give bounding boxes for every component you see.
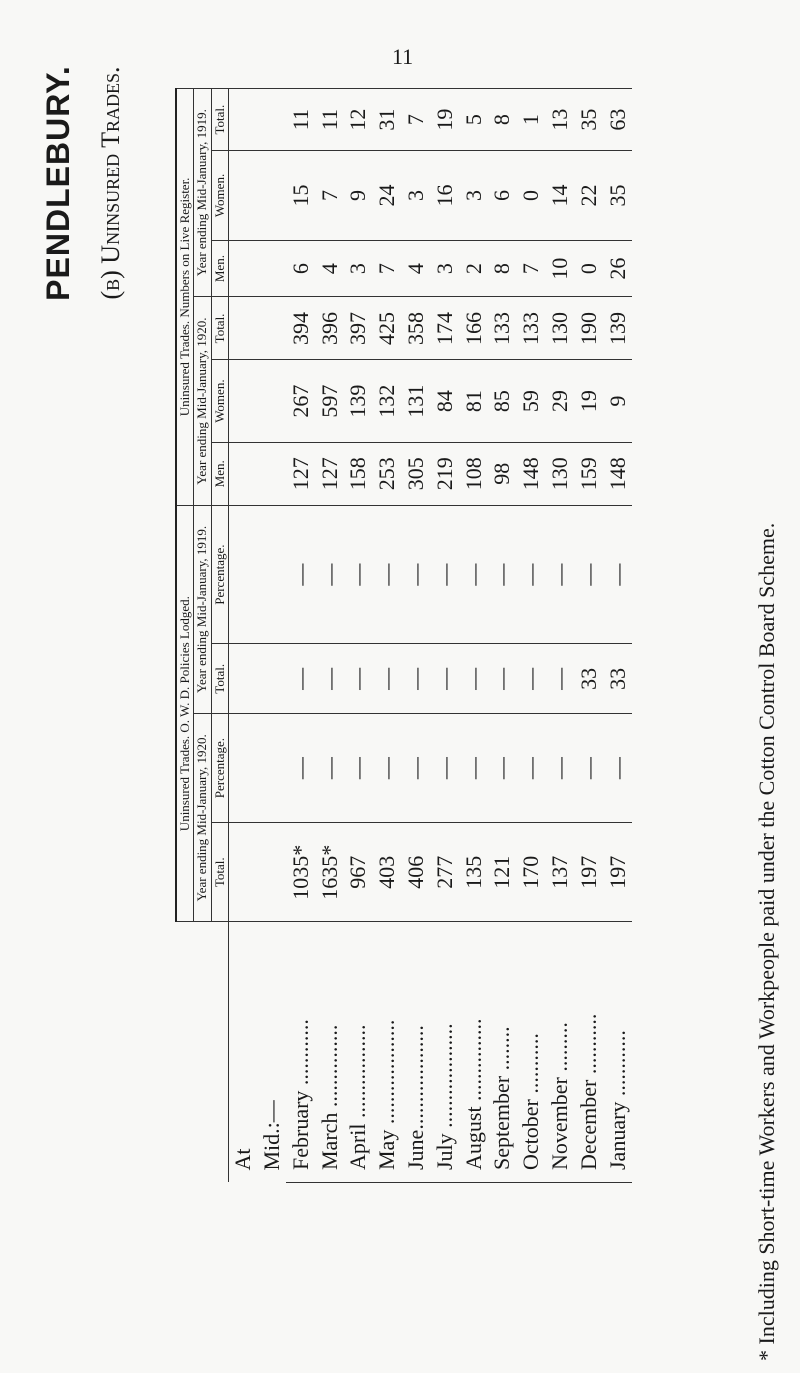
cell-p19-pct: —	[488, 505, 517, 644]
cell-p20-pct: —	[430, 714, 459, 823]
table-row	[546, 89, 575, 1183]
table-row	[228, 89, 257, 1183]
table-row	[459, 89, 488, 1183]
cell-r20-men: 158	[344, 442, 373, 505]
cell-p19-total: —	[315, 644, 344, 714]
col-header-total: Total.	[211, 823, 228, 922]
cell-p20-total: 403	[373, 823, 402, 922]
cell-r20-women: 9	[603, 360, 632, 442]
cell-p19-total: —	[546, 644, 575, 714]
cell-p19-pct: —	[546, 505, 575, 644]
cell-r19-total: 35	[574, 89, 603, 151]
cell-r19-men: 6	[286, 240, 315, 297]
cell-p19-pct: —	[430, 505, 459, 644]
cell-p20-pct: —	[286, 714, 315, 823]
cell-r20-women: 84	[430, 360, 459, 442]
month-label: August ...............	[459, 922, 488, 1183]
cell-p19-total: —	[488, 644, 517, 714]
cell-p19-pct: —	[574, 505, 603, 644]
cell-p19-total: —	[286, 644, 315, 714]
cell-r19-men: 26	[603, 240, 632, 297]
section-subheading: (b) Uninsured Trades.	[96, 66, 125, 300]
cell-p20-pct: —	[315, 714, 344, 823]
month-label: December ...........	[574, 922, 603, 1183]
subgroup-policies-1920: Year ending Mid-January, 1920.	[194, 714, 211, 922]
cell-p20-total: 1035*	[286, 823, 315, 922]
cell-p19-total: 33	[574, 644, 603, 714]
cell-r19-total: 11	[286, 89, 315, 151]
group-header-policies: Uninsured Trades. O. W. D. Policies Lodged.	[176, 505, 194, 922]
cell-r19-men: 10	[546, 240, 575, 297]
cell-r20-men: 219	[430, 442, 459, 505]
month-label: January ............	[603, 922, 632, 1183]
table-row	[603, 89, 632, 1183]
row-label-header	[176, 922, 228, 1183]
cell-r20-men: 98	[488, 442, 517, 505]
cell-r20-total: 133	[517, 297, 546, 360]
cell-r19-women: 22	[574, 151, 603, 241]
cell-r20-women: 85	[488, 360, 517, 442]
cell-r20-women: 81	[459, 360, 488, 442]
cell-r19-total: 63	[603, 89, 632, 151]
cell-r20-women: 19	[574, 360, 603, 442]
cell-p19-pct: —	[517, 505, 546, 644]
cell-r20-men: 148	[603, 442, 632, 505]
cell-r19-women: 9	[344, 151, 373, 241]
table-row	[373, 89, 402, 1183]
cell-p19-total: —	[430, 644, 459, 714]
table-body	[228, 89, 632, 1183]
cell-r20-men: 127	[315, 442, 344, 505]
month-label: February ............	[286, 922, 315, 1183]
cell-p19-total: —	[373, 644, 402, 714]
col-header-total: Total.	[211, 297, 228, 360]
cell-r19-men: 8	[488, 240, 517, 297]
cell-r19-total: 31	[373, 89, 402, 151]
col-header-men: Men.	[211, 442, 228, 505]
cell-p20-total: 135	[459, 823, 488, 922]
group-header-register: Uninsured Trades. Numbers on Live Register.	[176, 89, 194, 506]
table-row	[430, 89, 459, 1183]
cell-p20-total: 121	[488, 823, 517, 922]
cell-r19-women: 35	[603, 151, 632, 241]
cell-p19-pct: —	[603, 505, 632, 644]
subgroup-register-1920: Year ending Mid-January, 1920.	[194, 297, 211, 505]
cell-p19-pct: —	[344, 505, 373, 644]
cell-p19-pct: —	[459, 505, 488, 644]
cell-r19-total: 12	[344, 89, 373, 151]
cell-p19-total: —	[517, 644, 546, 714]
cell-p20-total: 967	[344, 823, 373, 922]
cell-p20-pct: —	[373, 714, 402, 823]
cell-p20-pct: —	[517, 714, 546, 823]
cell-r20-women: 139	[344, 360, 373, 442]
unemployment-table	[175, 88, 632, 1183]
cell-p19-pct: —	[286, 505, 315, 644]
table-row	[286, 89, 315, 1183]
cell-p20-pct: —	[344, 714, 373, 823]
cell-r20-total: 166	[459, 297, 488, 360]
cell-r19-total: 8	[488, 89, 517, 151]
cell-p19-total: 33	[603, 644, 632, 714]
cell-p20-total: 1635*	[315, 823, 344, 922]
cell-r20-total: 358	[402, 297, 431, 360]
month-label: April .................	[344, 922, 373, 1183]
col-header-women: Women.	[211, 151, 228, 241]
cell-p20-total: 137	[546, 823, 575, 922]
cell-p20-pct: —	[574, 714, 603, 823]
table-row	[402, 89, 431, 1183]
cell-r20-total: 394	[286, 297, 315, 360]
cell-r20-men: 305	[402, 442, 431, 505]
cell-r19-women: 3	[402, 151, 431, 241]
month-label: November .........	[546, 922, 575, 1183]
cell-r19-women: 14	[546, 151, 575, 241]
cell-r19-total: 13	[546, 89, 575, 151]
cell-p20-total: 197	[603, 823, 632, 922]
cell-r20-total: 190	[574, 297, 603, 360]
cell-r20-total: 133	[488, 297, 517, 360]
table-row	[574, 89, 603, 1183]
month-label: July ...................	[430, 922, 459, 1183]
cell-r20-women: 29	[546, 360, 575, 442]
cell-r20-men: 127	[286, 442, 315, 505]
table-row	[315, 89, 344, 1183]
cell-r20-men: 148	[517, 442, 546, 505]
table-row	[517, 89, 546, 1183]
cell-r20-total: 425	[373, 297, 402, 360]
cell-r19-men: 7	[517, 240, 546, 297]
cell-r19-women: 7	[315, 151, 344, 241]
cell-r19-total: 5	[459, 89, 488, 151]
cell-r20-total: 397	[344, 297, 373, 360]
cell-r19-total: 11	[315, 89, 344, 151]
cell-p20-pct: —	[459, 714, 488, 823]
cell-r20-total: 130	[546, 297, 575, 360]
month-label: June...................	[402, 922, 431, 1183]
cell-p19-pct: —	[315, 505, 344, 644]
cell-r19-total: 1	[517, 89, 546, 151]
cell-r19-women: 16	[430, 151, 459, 241]
cell-r20-men: 130	[546, 442, 575, 505]
cell-p20-pct: —	[546, 714, 575, 823]
month-label: March ...............	[315, 922, 344, 1183]
month-label: May ...................	[373, 922, 402, 1183]
cell-r20-total: 139	[603, 297, 632, 360]
col-header-percentage: Percentage.	[211, 505, 228, 644]
cell-r19-total: 19	[430, 89, 459, 151]
cell-r19-men: 4	[315, 240, 344, 297]
cell-r20-men: 253	[373, 442, 402, 505]
cell-p20-total: 277	[430, 823, 459, 922]
cell-r20-women: 597	[315, 360, 344, 442]
page-number: 11	[392, 44, 414, 69]
cell-p20-total: 406	[402, 823, 431, 922]
cell-p19-pct: —	[373, 505, 402, 644]
subgroup-register-1919: Year ending Mid-January, 1919.	[194, 89, 211, 297]
cell-p19-pct: —	[402, 505, 431, 644]
cell-r19-women: 15	[286, 151, 315, 241]
cell-r20-total: 174	[430, 297, 459, 360]
month-label: October ...........	[517, 922, 546, 1183]
cell-p20-total: 170	[517, 823, 546, 922]
cell-p20-pct: —	[603, 714, 632, 823]
cell-r19-men: 7	[373, 240, 402, 297]
cell-r19-women: 0	[517, 151, 546, 241]
cell-r20-women: 267	[286, 360, 315, 442]
cell-p19-total: —	[459, 644, 488, 714]
table-row	[258, 89, 287, 1183]
cell-r19-men: 4	[402, 240, 431, 297]
cell-p19-total: —	[344, 644, 373, 714]
col-header-percentage: Percentage.	[211, 714, 228, 823]
table-row	[488, 89, 517, 1183]
cell-r20-women: 59	[517, 360, 546, 442]
cell-r19-men: 0	[574, 240, 603, 297]
month-label: September ........	[488, 922, 517, 1183]
cell-p20-total: 197	[574, 823, 603, 922]
row-intro-at: At	[228, 922, 257, 1183]
cell-r19-men: 3	[430, 240, 459, 297]
subgroup-policies-1919: Year ending Mid-January, 1919.	[194, 505, 211, 713]
cell-p20-pct: —	[402, 714, 431, 823]
footnote: * Including Short-time Workers and Workpeople paid under the Cotton Control Board Scheme.	[754, 522, 779, 1361]
cell-r19-women: 6	[488, 151, 517, 241]
cell-r20-women: 132	[373, 360, 402, 442]
col-header-men: Men.	[211, 240, 228, 297]
col-header-total: Total.	[211, 89, 228, 151]
cell-r19-women: 3	[459, 151, 488, 241]
cell-r20-men: 159	[574, 442, 603, 505]
cell-r19-men: 2	[459, 240, 488, 297]
cell-p20-pct: —	[488, 714, 517, 823]
cell-r19-men: 3	[344, 240, 373, 297]
cell-p19-total: —	[402, 644, 431, 714]
cell-r20-women: 131	[402, 360, 431, 442]
cell-r19-women: 24	[373, 151, 402, 241]
page-heading: PENDLEBURY.	[40, 65, 76, 301]
cell-r19-total: 7	[402, 89, 431, 151]
cell-r20-total: 396	[315, 297, 344, 360]
col-header-total: Total.	[211, 644, 228, 714]
cell-r20-men: 108	[459, 442, 488, 505]
table-row	[344, 89, 373, 1183]
col-header-women: Women.	[211, 360, 228, 442]
row-intro-mid: Mid.:—	[258, 922, 287, 1183]
